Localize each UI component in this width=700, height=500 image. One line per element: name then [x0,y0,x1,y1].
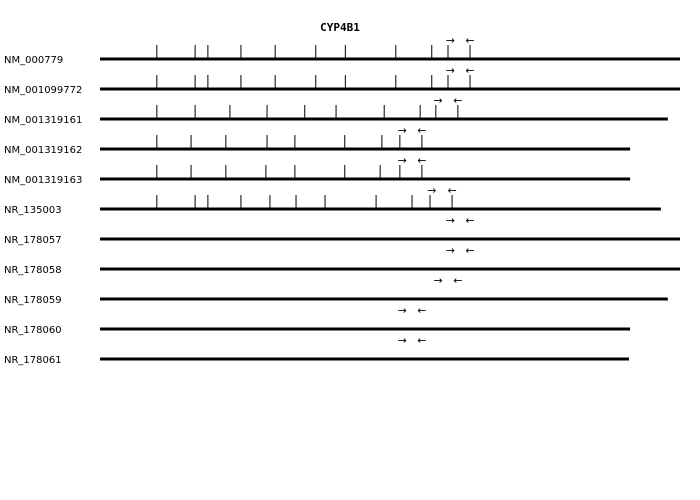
forward-primer-icon: → [445,214,455,227]
transcript-row [4,34,680,66]
forward-primer-icon: → [397,124,407,137]
reverse-primer-icon: ← [417,304,427,317]
forward-primer-icon: → [397,154,407,167]
reverse-primer-icon: ← [447,184,457,197]
transcript-row [4,244,680,276]
reverse-primer-icon: ← [465,244,475,257]
transcript-row [4,334,629,366]
reverse-primer-icon: ← [465,64,475,77]
reverse-primer-icon: ← [417,124,427,137]
reverse-primer-icon: ← [417,334,427,347]
transcript-label: NM_001319162 [4,145,83,156]
forward-primer-icon: → [445,34,455,47]
transcript-row [4,124,630,156]
transcript-row [4,184,661,216]
forward-primer-icon: → [445,244,455,257]
reverse-primer-icon: ← [453,274,463,287]
transcript-label: NM_001319161 [4,115,83,126]
forward-primer-icon: → [445,64,455,77]
reverse-primer-icon: ← [417,154,427,167]
transcript-rows [4,34,680,366]
transcript-row [4,94,668,126]
gene-title: CYP4B1 [320,21,360,34]
transcript-row [4,214,680,246]
reverse-primer-icon: ← [453,94,463,107]
transcript-label: NM_000779 [4,55,64,66]
transcript-row [4,154,630,186]
transcript-row [4,64,680,96]
transcript-label: NR_178060 [4,325,62,336]
transcript-label: NR_178057 [4,235,62,246]
forward-primer-icon: → [397,304,407,317]
forward-primer-icon: → [433,94,443,107]
transcript-row [4,274,668,306]
transcript-label: NR_178061 [4,355,62,366]
transcript-label: NM_001099772 [4,85,83,96]
reverse-primer-icon: ← [465,34,475,47]
forward-primer-icon: → [397,334,407,347]
transcript-label: NR_178058 [4,265,62,276]
transcript-label: NR_135003 [4,205,62,216]
reverse-primer-icon: ← [465,214,475,227]
transcript-row [4,304,630,336]
transcript-label: NM_001319163 [4,175,83,186]
forward-primer-icon: → [427,184,437,197]
forward-primer-icon: → [433,274,443,287]
transcript-label: NR_178059 [4,295,62,306]
